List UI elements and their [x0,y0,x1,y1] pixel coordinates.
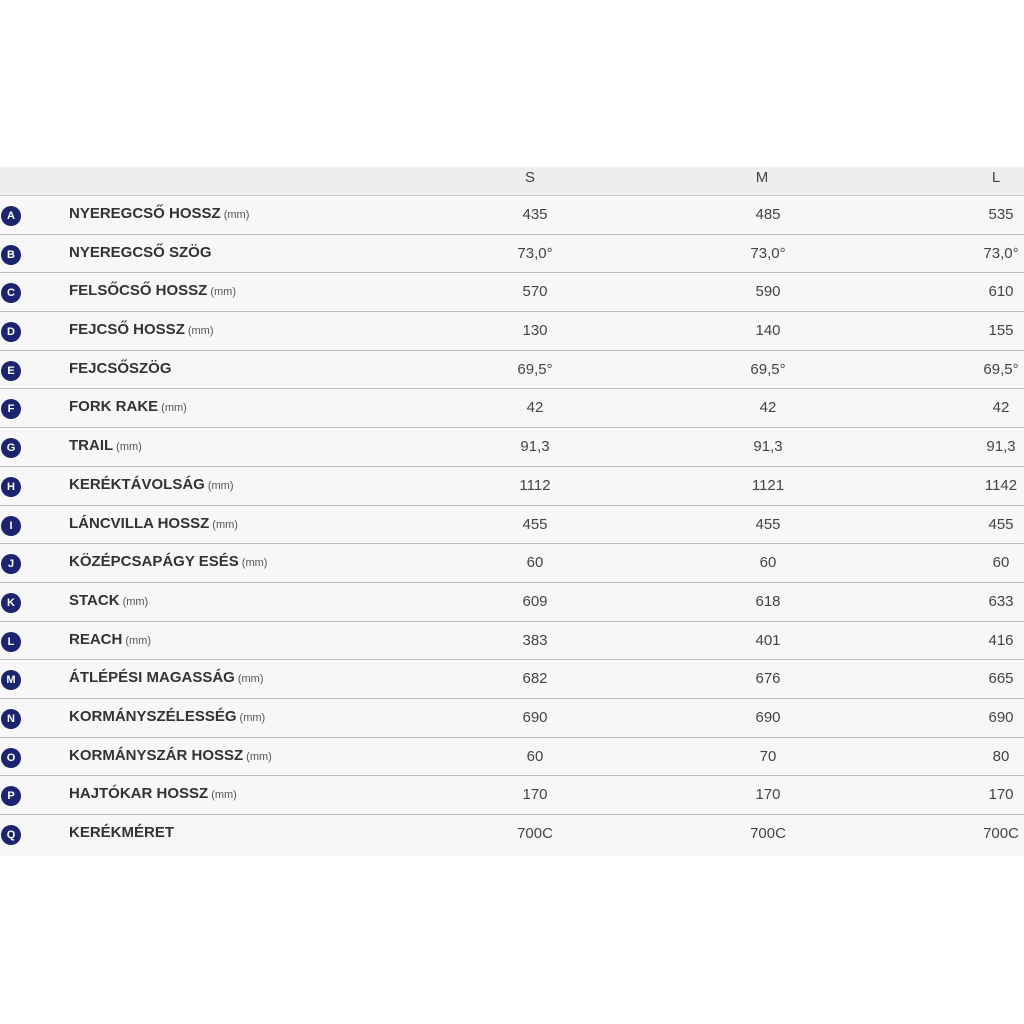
row-label-text: HAJTÓKAR HOSSZ [69,785,209,803]
cell-value-s: 42 [526,399,544,417]
row-label-text: NYEREGCSŐ SZÖG [69,243,212,261]
cell-value-l: 80 [992,747,1010,765]
table-row [0,467,1024,506]
row-label-text: FEJCSŐ HOSSZ [69,321,185,339]
cell-value-l: 455 [988,515,1014,533]
table-row [0,544,1024,583]
row-unit: (mm) [211,789,237,802]
row-unit: (mm) [122,595,149,608]
cell-value-s: 130 [522,322,548,340]
row-label-text: FELSŐCSŐ HOSSZ [69,282,208,300]
cell-value-l: 69,5° [983,360,1019,378]
table-body [0,196,1024,854]
row-letter-badge: I [1,516,21,536]
row-label [69,553,267,570]
row-label [69,785,237,802]
cell-value-l: 690 [988,708,1014,726]
size-header-row [0,167,1024,196]
row-letter-badge: F [1,399,21,419]
geometry-table [0,167,1024,856]
row-unit: (mm) [239,711,266,724]
cell-value-m: 455 [755,515,781,533]
row-unit: (mm) [161,402,187,415]
cell-value-m: 69,5° [750,360,786,378]
cell-value-l: 1142 [984,476,1018,494]
cell-value-s: 170 [522,786,548,804]
cell-value-s: 570 [522,283,548,301]
cell-value-l: 700C [983,825,1019,842]
row-letter-badge: G [1,438,21,458]
row-label [69,631,151,648]
cell-value-l: 535 [988,206,1014,223]
row-letter-badge: M [1,670,21,690]
table-row [0,815,1024,854]
table-row [0,312,1024,351]
row-label-text: STACK [69,591,120,609]
cell-value-s: 455 [522,515,548,533]
table-row [0,622,1024,661]
row-label-text: NYEREGCSŐ HOSSZ [69,205,221,222]
row-label-text: FORK RAKE [69,398,159,416]
row-letter-badge: A [1,206,21,226]
cell-value-l: 42 [992,399,1010,417]
cell-value-l: 170 [988,786,1014,804]
row-label [69,398,187,415]
row-label [69,669,264,686]
row-label-text: KERÉKTÁVOLSÁG [69,475,205,493]
table-row [0,273,1024,312]
table-row [0,196,1024,235]
row-label-text: KERÉKMÉRET [69,824,175,841]
cell-value-l: 665 [988,670,1014,688]
row-letter-badge: H [1,477,21,497]
table-row [0,235,1024,274]
table-row [0,699,1024,738]
cell-value-l: 610 [988,283,1014,301]
table-row [0,506,1024,545]
row-label [69,437,142,454]
table-row [0,776,1024,815]
cell-value-s: 609 [522,592,548,610]
row-unit: (mm) [212,518,238,531]
cell-value-l: 633 [988,592,1014,610]
row-letter-badge: O [1,748,21,768]
row-label [69,592,148,609]
row-unit: (mm) [237,673,264,686]
cell-value-m: 401 [755,631,781,649]
row-label [69,244,212,261]
size-header-s: S [524,169,535,186]
table-row [0,428,1024,467]
cell-value-s: 1112 [519,476,551,494]
cell-value-m: 140 [755,322,781,340]
table-row [0,660,1024,699]
row-label [69,824,174,841]
table-row [0,738,1024,777]
row-letter-badge: B [1,245,21,265]
row-unit: (mm) [246,750,272,763]
cell-value-m: 73,0° [750,244,786,262]
row-label [69,205,249,222]
size-header-m: M [755,169,769,186]
row-letter-badge: L [1,632,21,652]
row-label [69,515,238,532]
row-label-text: REACH [69,630,123,648]
cell-value-s: 69,5° [517,360,553,378]
row-letter-badge: E [1,361,21,381]
row-unit: (mm) [210,286,237,299]
row-letter-badge: P [1,786,21,806]
cell-value-s: 383 [522,631,548,649]
cell-value-s: 690 [522,708,548,726]
cell-value-l: 155 [988,322,1014,340]
row-label [69,747,272,764]
row-label [69,476,234,493]
cell-value-m: 91,3 [753,438,783,456]
row-letter-badge: Q [1,825,21,845]
cell-value-m: 60 [759,554,777,572]
row-label-text: LÁNCVILLA HOSSZ [69,514,210,532]
cell-value-l: 60 [992,554,1010,572]
cell-value-s: 73,0° [517,244,553,262]
row-label-text: FEJCSŐSZÖG [69,359,172,377]
row-label-text: KORMÁNYSZÉLESSÉG [69,707,237,725]
row-letter-badge: J [1,554,21,574]
cell-value-l: 73,0° [983,244,1019,262]
cell-value-m: 42 [759,399,777,417]
row-unit: (mm) [125,634,151,647]
cell-value-s: 682 [522,670,548,688]
cell-value-l: 416 [988,631,1014,649]
row-label [69,360,172,377]
cell-value-m: 70 [759,747,777,765]
size-header-l: L [991,169,1001,186]
row-unit: (mm) [241,557,268,570]
row-unit: (mm) [116,441,142,454]
cell-value-m: 1121 [751,476,785,494]
cell-value-m: 590 [755,283,781,301]
cell-value-s: 91,3 [520,438,550,456]
cell-value-s: 60 [526,747,544,765]
cell-value-s: 700C [517,825,553,842]
row-label-text: ÁTLÉPÉSI MAGASSÁG [69,669,235,687]
row-label-text: TRAIL [69,437,114,455]
cell-value-l: 91,3 [986,438,1016,456]
row-letter-badge: N [1,709,21,729]
cell-value-m: 170 [755,786,781,804]
cell-value-s: 60 [526,554,544,572]
row-letter-badge: K [1,593,21,613]
cell-value-m: 485 [755,206,781,223]
table-row [0,389,1024,428]
row-unit: (mm) [207,479,234,492]
cell-value-m: 700C [750,825,786,842]
cell-value-m: 676 [755,670,781,688]
cell-value-m: 690 [755,708,781,726]
row-letter-badge: C [1,283,21,303]
row-letter-badge: D [1,322,21,342]
row-unit: (mm) [223,209,250,221]
table-row [0,351,1024,390]
cell-value-m: 618 [755,592,781,610]
row-label-text: KÖZÉPCSAPÁGY ESÉS [69,553,239,571]
row-label [69,708,265,725]
row-label [69,321,214,338]
row-unit: (mm) [187,325,214,338]
row-label [69,282,236,299]
row-label-text: KORMÁNYSZÁR HOSSZ [69,746,244,764]
cell-value-s: 435 [522,206,548,223]
table-row [0,583,1024,622]
